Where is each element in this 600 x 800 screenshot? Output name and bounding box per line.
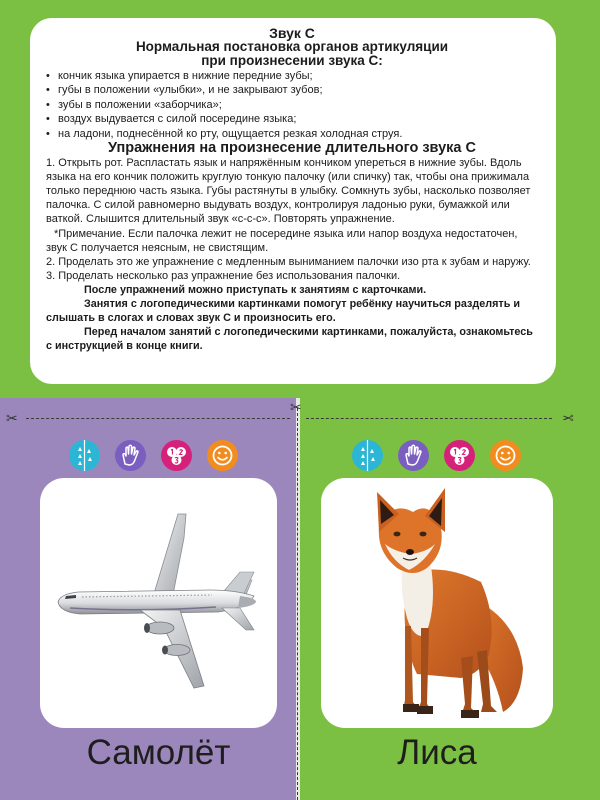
bold-note-2: Занятия с логопедическими картинками помогут ребёнку научиться разделять и слышать в слогах и словах звук С и произносить его. [46, 297, 520, 324]
icon-row-left [69, 440, 238, 471]
counting-icon [161, 440, 192, 471]
scissors-icon: ✂ [290, 399, 302, 415]
hand-icon [398, 440, 429, 471]
triangles-icon [69, 440, 100, 471]
exercise-2: 2. Проделать это же упражнение с медленным выниманием палочки изо рта к зубам и наружу. [46, 255, 531, 268]
hand-icon [115, 440, 146, 471]
list-item: • на ладони, поднесённой ко рту, ощущается резкая холодная струя. [46, 127, 538, 141]
cut-line-left [26, 418, 290, 419]
picture-card-right[interactable] [321, 478, 553, 728]
instructions-title: Звук С [269, 25, 315, 41]
icon-row-right [352, 440, 521, 471]
triangles-icon [352, 440, 383, 471]
bold-note-3: Перед началом занятий с логопедическими картинками, пожалуйста, ознакомьтесь с инструкцией в конце книги. [46, 325, 533, 352]
instructions-subtitle-2: при произнесении звука С: [201, 53, 383, 68]
exercises-title: Упражнения на произнесение длительного звука С [108, 140, 476, 157]
articulation-list [46, 69, 538, 141]
exercise-1: 1. Открыть рот. Распластать язык и напряжённым кончиком упереться в нижние зубы. Вдоль языка на его кончик положить круглую тонкую палочку (или спичку) так, чтобы она прижимала только переднюю часть языка. Губы растянуты в улыбку. Сомкнуть зубы, насколько позволяет палочка. С силой равномерно выдувать воздух, контролируя ладонью руки, бумажкой или ваткой. Слышится длительный звук «с-с-с». Повторять упражнение. [46, 157, 531, 226]
bold-note-1: После упражнений можно приступать к занятиям с карточками. [84, 283, 427, 296]
instructions-card [30, 18, 556, 384]
list-item: • воздух выдувается с силой посередине языка; [46, 112, 538, 126]
airplane-image [40, 478, 277, 728]
list-item: • губы в положении «улыбки», и не закрывают зубов; [46, 83, 538, 97]
cut-line-right [306, 418, 552, 419]
exercise-note: *Примечание. Если палочка лежит не посередине языка или напор воздуха недостаточен, звук С получается неясным, не свистящим. [46, 227, 518, 254]
cut-line-vertical [297, 408, 298, 800]
instructions-subtitle-1: Нормальная постановка органов артикуляции [135, 39, 449, 54]
smiley-icon [490, 440, 521, 471]
scissors-icon: ✂ [6, 410, 18, 426]
picture-card-left[interactable] [40, 478, 277, 728]
scissors-icon: ✂ [562, 410, 574, 426]
list-item: • зубы в положении «заборчика»; [46, 98, 538, 112]
card-word-left: Самолёт [86, 733, 231, 772]
card-word-right: Лиса [397, 733, 477, 772]
smiley-icon [207, 440, 238, 471]
list-item: • кончик языка упирается в нижние передние зубы; [46, 69, 538, 83]
fox-image [321, 478, 553, 728]
counting-icon [444, 440, 475, 471]
exercise-3: 3. Проделать несколько раз упражнение без использования палочки. [46, 269, 401, 282]
